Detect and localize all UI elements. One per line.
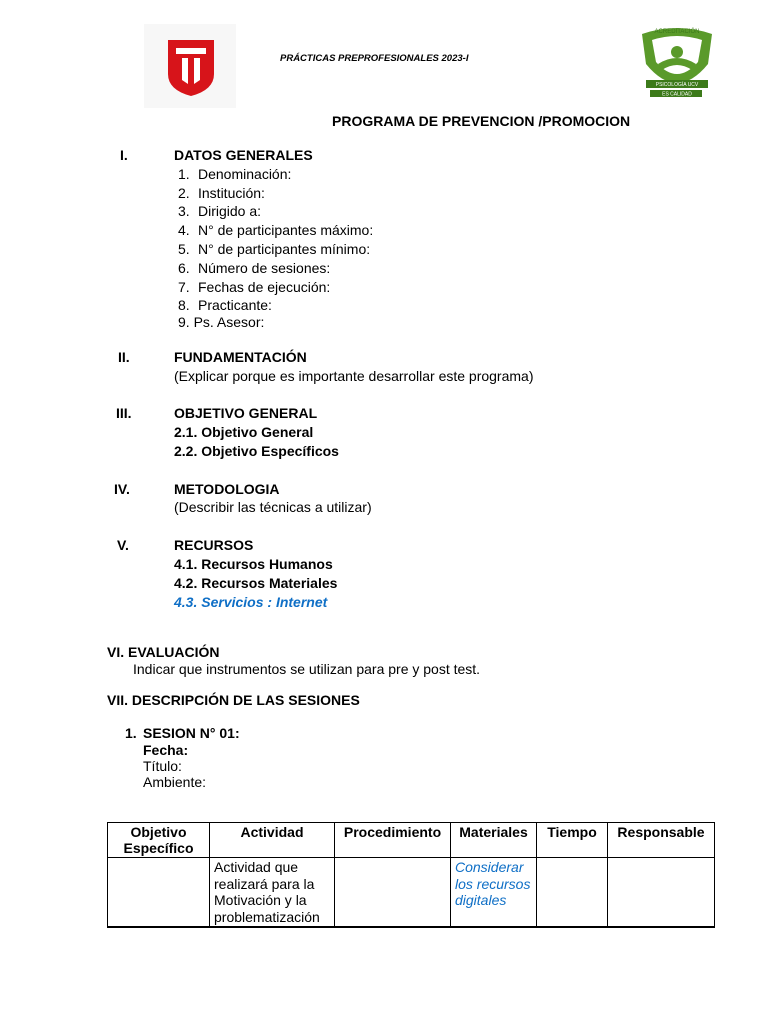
accreditation-badge-logo <box>636 24 718 108</box>
session-environment-label: Ambiente: <box>143 774 207 790</box>
section-7-title: VII. DESCRIPCIÓN DE LAS SESIONES <box>107 692 360 708</box>
section-2-title: FUNDAMENTACIÓN <box>174 349 307 365</box>
resources-services: 4.3. Servicios : Internet <box>174 594 328 610</box>
table-cell <box>335 858 451 928</box>
session-date-label: Fecha: <box>143 742 189 758</box>
table-header-cell: Actividad <box>210 823 335 858</box>
section-6-note: Indicar que instrumentos se utilizan para pre y post test. <box>133 661 481 677</box>
section-3-title: OBJETIVO GENERAL <box>174 405 318 421</box>
badge-line2: ES CALIDAD <box>662 91 692 98</box>
badge-top-text: ACREDITACIÓN <box>654 29 700 35</box>
ucv-logo <box>144 24 236 108</box>
list-item: 9. Ps. Asesor: <box>178 314 265 330</box>
table-header-row <box>108 823 715 858</box>
objective-general: 2.1. Objetivo General <box>174 424 314 440</box>
section-2-note: (Explicar porque es importante desarrollar este programa) <box>174 368 534 384</box>
table-cell: Actividad que realizará para la Motivación y la problematización <box>210 858 335 928</box>
section-1-number: I. <box>120 147 128 163</box>
list-item: 7. Fechas de ejecución: <box>178 279 331 295</box>
section-4-note: (Describir las técnicas a utilizar) <box>174 499 372 515</box>
list-item: 5. N° de participantes mínimo: <box>178 241 371 257</box>
badge-line1: PSICOLOGÍA UCV <box>655 82 699 88</box>
section-3-number: III. <box>116 405 132 421</box>
table-header-cell: Tiempo <box>537 823 608 858</box>
section-4-number: IV. <box>114 481 130 497</box>
objective-specific: 2.2. Objetivo Específicos <box>174 443 339 459</box>
table-header-cell: Objetivo Específico <box>108 823 210 858</box>
section-5-title: RECURSOS <box>174 537 254 553</box>
sessions-table <box>107 822 715 928</box>
list-item: 4. N° de participantes máximo: <box>178 222 374 238</box>
list-item: 3. Dirigido a: <box>178 203 262 219</box>
list-item: 6. Número de sesiones: <box>178 260 331 276</box>
table-cell: Considerar los recursos digitales <box>451 858 537 928</box>
document-title: PROGRAMA DE PREVENCION /PROMOCION <box>332 113 631 129</box>
list-item: 2. Institución: <box>178 185 265 201</box>
section-4-title: METODOLOGIA <box>174 481 280 497</box>
table-header-cell: Procedimiento <box>335 823 451 858</box>
header-text: PRÁCTICAS PREPROFESIONALES 2023-I <box>280 53 469 64</box>
section-1-title: DATOS GENERALES <box>174 147 313 163</box>
resources-material: 4.2. Recursos Materiales <box>174 575 338 591</box>
session-title-label: Título: <box>143 758 182 774</box>
section-5-number: V. <box>117 537 129 553</box>
table-cell <box>108 858 210 928</box>
list-item: 1. Denominación: <box>178 166 292 182</box>
table-cell <box>537 858 608 928</box>
section-2-number: II. <box>118 349 130 365</box>
table-row <box>108 858 715 928</box>
section-6-title: VI. EVALUACIÓN <box>107 644 220 660</box>
resources-human: 4.1. Recursos Humanos <box>174 556 333 572</box>
session-title: SESION N° 01: <box>143 725 240 741</box>
session-number: 1. <box>125 725 137 741</box>
table-cell <box>608 858 715 928</box>
table-header-cell: Materiales <box>451 823 537 858</box>
list-item: 8. Practicante: <box>178 297 272 313</box>
table-header-cell: Responsable <box>608 823 715 858</box>
